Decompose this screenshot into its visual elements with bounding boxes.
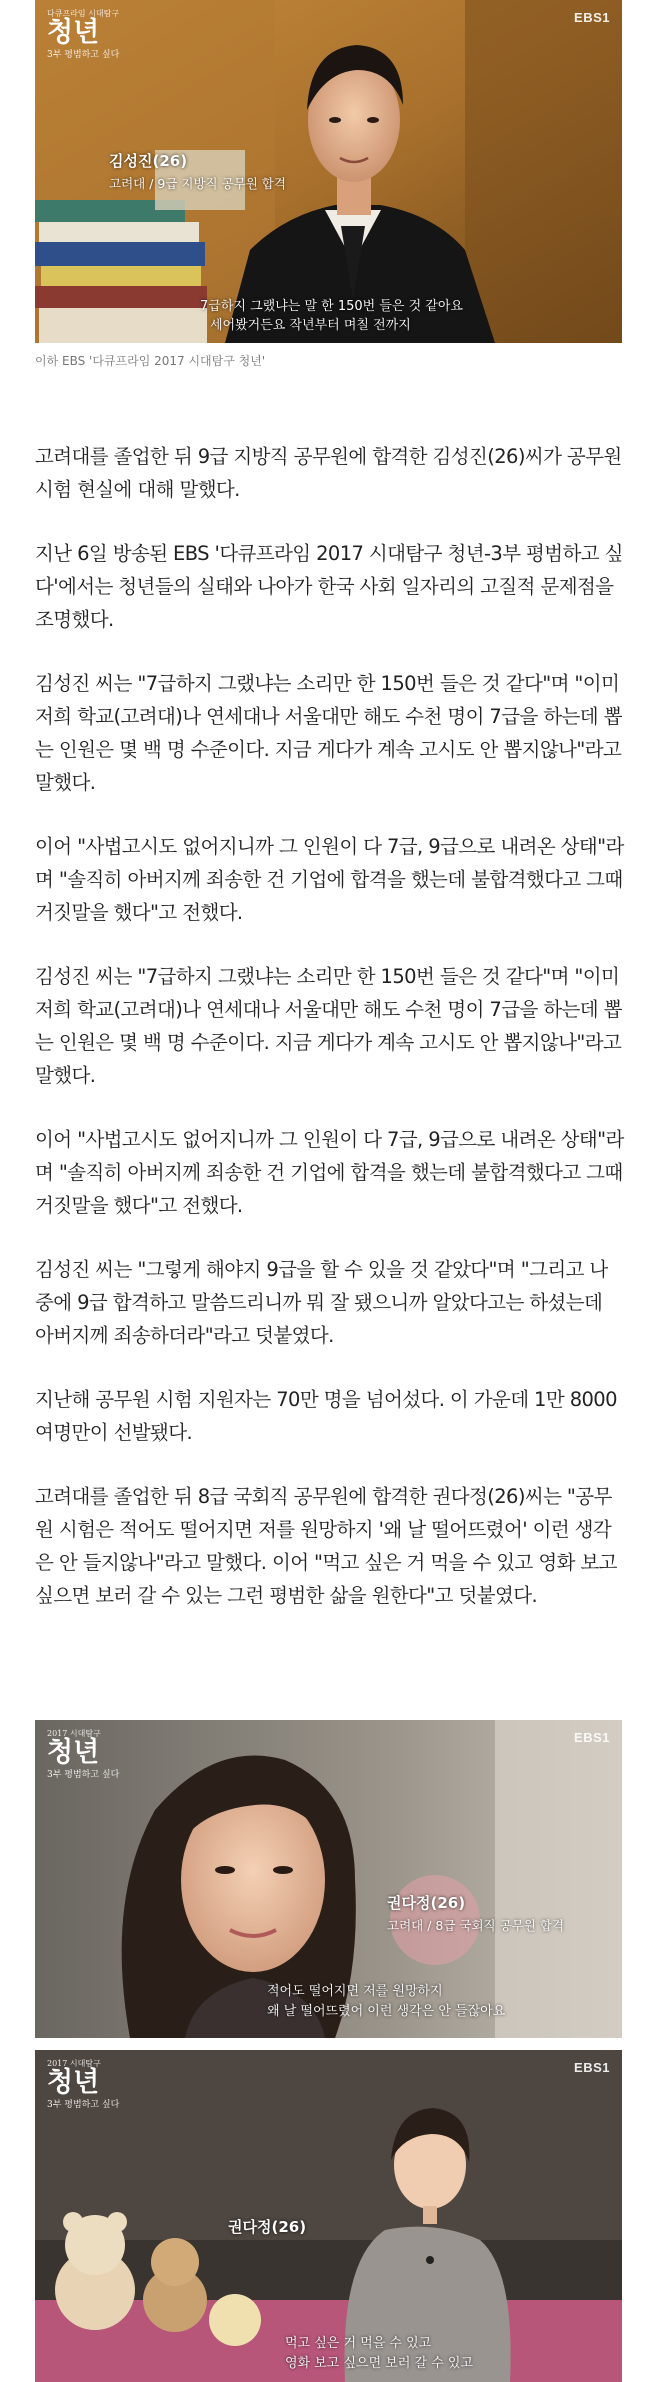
nameplate [228, 2216, 306, 2237]
subtitle-line-2: 세어봤거든요 작년부터 며칠 전까지 [210, 318, 411, 333]
program-subtitle: 3부 평범하고 싶다 [47, 2100, 120, 2110]
subtitle-line-2: 영화 보고 싶으면 보러 갈 수 있고 [285, 2356, 474, 2371]
program-logo [47, 1728, 119, 1780]
nameplate [109, 150, 286, 192]
paragraph: 이어 "사법고시도 없어지니까 그 인원이 다 7급, 9급으로 내려온 상태"라며 "솔직히 아버지께 죄송한 건 기업에 합격을 했는데 불합격했다고 그때 거짓말을 했다"고 전했다. [35, 835, 624, 924]
paragraph: 지난해 공무원 시험 지원자는 70만 명을 넘어섰다. 이 가운데 1만 8000여명만이 선발됐다. [35, 1388, 617, 1444]
nameplate [387, 1892, 564, 1934]
subtitle-line-1: 먹고 싶은 거 먹을 수 있고 [285, 2336, 432, 2351]
paragraph: 김성진 씨는 "그렇게 해야지 9급을 할 수 있을 것 같았다"며 "그리고 나중에 9급 합격하고 말씀드리니까 뭐 잘 됐으니까 알았다고는 하셨는데 아버지께 죄송하더라"라고 덧붙였다. [35, 1258, 608, 1347]
person-role: 고려대 / 8급 국회직 공무원 합격 [387, 1918, 564, 1933]
article-body [35, 440, 625, 1643]
program-subtitle: 3부 평범하고 싶다 [47, 1770, 120, 1780]
subtitle-line-1: 적어도 떨어지면 저를 원망하지 [267, 1984, 443, 1999]
person-name: 권다정(26) [387, 1894, 466, 1912]
paragraph: 이어 "사법고시도 없어지니까 그 인원이 다 7급, 9급으로 내려온 상태"라며 "솔직히 아버지께 죄송한 건 기업에 합격을 했는데 불합격했다고 그때 거짓말을 했다"고 전했다. [35, 1128, 624, 1217]
paragraph: 고려대를 졸업한 뒤 9급 지방직 공무원에 합격한 김성진(26)씨가 공무원 시험 현실에 대해 말했다. [35, 445, 622, 501]
person-role: 고려대 / 9급 지방직 공무원 합격 [109, 176, 286, 191]
broadcaster-logo: EBS1 [574, 10, 610, 25]
broadcaster-logo: EBS1 [574, 1730, 610, 1745]
broadcaster-logo: EBS1 [574, 2060, 610, 2075]
person-name: 권다정(26) [228, 2218, 307, 2236]
program-small-text: 2017 시대탐구 [47, 1729, 101, 1738]
image-caption: 이하 EBS '다큐프라임 2017 시대탐구 청년' [35, 354, 266, 368]
program-title: 청년 [47, 2067, 100, 2098]
program-logo [47, 8, 119, 60]
program-title: 청년 [47, 1737, 100, 1768]
program-title: 청년 [47, 17, 100, 48]
video-still-3 [35, 2050, 622, 2382]
program-small-text: 2017 시대탐구 [47, 2059, 101, 2068]
program-logo [47, 2058, 119, 2110]
video-still-2 [35, 1720, 622, 2038]
paragraph: 김성진 씨는 "7급하지 그랬냐는 소리만 한 150번 들은 것 같다"며 "이미 저희 학교(고려대)나 연세대나 서울대만 해도 수천 명이 7급을 하는데 뽑는 인원은 몇 백 명 수준이다. 지금 게다가 계속 고시도 안 뽑지않나"라고 말했다. [35, 672, 622, 794]
program-subtitle: 3부 평범하고 싶다 [47, 50, 120, 60]
paragraph: 김성진 씨는 "7급하지 그랬냐는 소리만 한 150번 들은 것 같다"며 "이미 저희 학교(고려대)나 연세대나 서울대만 해도 수천 명이 7급을 하는데 뽑는 인원은 몇 백 명 수준이다. 지금 게다가 계속 고시도 안 뽑지않나"라고 말했다. [35, 965, 622, 1087]
program-small-text: 다큐프라임 시대탐구 [47, 9, 120, 18]
subtitle-line-2: 왜 날 떨어뜨렸어 이런 생각은 안 들잖아요 [267, 2004, 506, 2019]
person-name: 김성진(26) [109, 152, 188, 170]
paragraph: 지난 6일 방송된 EBS '다큐프라임 2017 시대탐구 청년-3부 평범하고 싶다'에서는 청년들의 실태와 나아가 한국 사회 일자리의 고질적 문제점을 조명했다. [35, 542, 623, 631]
video-still-1 [35, 0, 622, 343]
paragraph: 고려대를 졸업한 뒤 8급 국회직 공무원에 합격한 권다정(26)씨는 "공무원 시험은 적어도 떨어지면 저를 원망하지 '왜 날 떨어뜨렸어' 이런 생각은 안 들지않나"라고 말했다. 이어 "먹고 싶은 거 먹을 수 있고 영화 보고 싶으면 보러 갈 수 있는 그런 평범한 삶을 원한다"고 덧붙였다. [35, 1485, 617, 1607]
subtitle-line-1: 7급하지 그랬냐는 말 한 150번 들은 것 같아요 [200, 299, 463, 314]
